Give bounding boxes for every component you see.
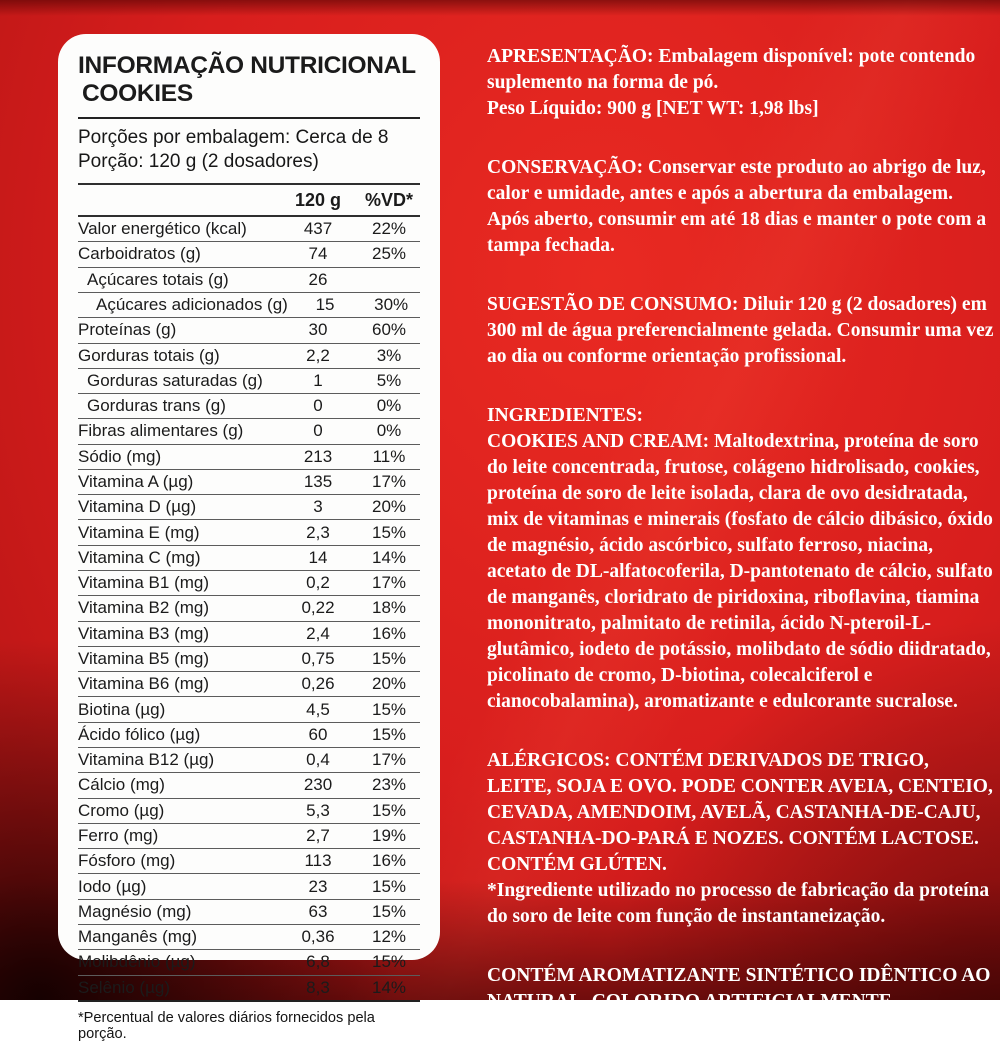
row-label: Vitamina B6 (mg) (78, 674, 210, 694)
table-row (78, 369, 420, 394)
table-row (78, 824, 420, 849)
row-dv: 5% (376, 370, 402, 390)
info-heading-text: CONSERVAÇÃO: (487, 157, 644, 178)
table-row (78, 622, 420, 647)
info-heading-text: APRESENTAÇÃO: (487, 46, 654, 67)
row-label: Vitamina B12 (µg) (78, 750, 215, 770)
row-dv: 0% (376, 396, 402, 416)
row-dv: 15% (371, 699, 407, 719)
row-dv: 25% (371, 244, 407, 264)
row-value: 23 (308, 876, 328, 896)
row-value: 0 (313, 396, 323, 416)
table-row (78, 647, 420, 672)
row-dv: 16% (371, 623, 407, 643)
table-row (78, 495, 420, 520)
table-row (78, 900, 420, 925)
info-heading-text: ALÉRGICOS: CONTÉM DERIVADOS DE TRIGO, LEITE, SOJA E OVO. PODE CONTER AVEIA, CENTEIO, CEVADA, AMENDOIM, AVELÃ, CASTANHA-DE-CAJU, CASTANHA-DO-PARÁ E NOZES. CONTÉM LACTOSE. CONTÉM GLÚTEN. (487, 750, 993, 875)
row-dv: 3% (376, 345, 402, 365)
table-row (78, 799, 420, 824)
info-heading-text: INGREDIENTES: (487, 405, 644, 426)
row-dv: 19% (371, 825, 407, 845)
row-dv: 15% (371, 724, 407, 744)
row-label: Vitamina D (µg) (78, 497, 197, 517)
row-dv: 12% (371, 927, 407, 947)
serving-size: Porção: 120 g (2 dosadores) (78, 150, 319, 172)
table-row (78, 571, 420, 596)
row-label: Cromo (µg) (78, 800, 165, 820)
row-label: Vitamina B1 (mg) (78, 573, 210, 593)
product-info-column (487, 44, 995, 1048)
row-value: 15 (315, 295, 335, 315)
row-value: 0 (313, 421, 323, 441)
row-label: Ácido fólico (µg) (78, 724, 201, 744)
info-section-aromatizante (487, 963, 995, 1015)
row-dv: 14% (371, 977, 407, 997)
row-dv: 20% (371, 674, 407, 694)
row-label: Sódio (mg) (78, 446, 162, 466)
info-body-text: Embalagem disponível: pote contendo suplemento na forma de pó. (487, 46, 976, 93)
table-row (78, 268, 420, 293)
row-label: Gorduras totais (g) (78, 345, 220, 365)
info-body-text: Conservar este produto ao abrigo de luz, calor e umidade, antes e após a abertura da embalagem. Após aberto, consumir em até 18 dias e manter o pote com a tampa fechada. (487, 157, 987, 256)
table-row (78, 672, 420, 697)
row-value: 2,3 (306, 522, 330, 542)
row-value: 26 (308, 269, 328, 289)
row-dv: 16% (371, 851, 407, 871)
row-dv: 15% (371, 800, 407, 820)
row-label: Vitamina B3 (mg) (78, 623, 210, 643)
row-value: 0,2 (306, 573, 330, 593)
row-value: 30 (308, 320, 328, 340)
table-row (78, 874, 420, 899)
table-row (78, 748, 420, 773)
row-dv: 17% (371, 750, 407, 770)
row-value: 2,7 (306, 825, 330, 845)
row-value: 230 (303, 775, 333, 795)
column-header-amount: 120 g (294, 190, 342, 211)
row-value: 4,5 (306, 699, 330, 719)
row-label: Gorduras saturadas (g) (87, 370, 263, 390)
serving-info (78, 126, 420, 174)
servings-per-package: Porções por embalagem: Cerca de 8 (78, 126, 389, 148)
row-dv: 15% (371, 901, 407, 921)
info-heading-text: Peso Líquido: 900 g [NET WT: 1,98 lbs] (487, 98, 819, 119)
table-row (78, 242, 420, 267)
row-label: Proteínas (g) (78, 320, 177, 340)
row-label: Vitamina C (mg) (78, 547, 201, 567)
row-dv: 60% (371, 320, 407, 340)
row-dv: 15% (371, 648, 407, 668)
info-section-alergicos (487, 748, 995, 930)
row-value: 0,22 (301, 598, 335, 618)
row-label: Cálcio (mg) (78, 775, 165, 795)
row-dv: 17% (371, 472, 407, 491)
info-heading-text: COOKIES AND CREAM: (487, 431, 710, 452)
table-row (78, 419, 420, 444)
row-dv: 15% (371, 522, 407, 542)
row-label: Valor energético (kcal) (78, 219, 247, 239)
info-section-sugestao-de-consumo (487, 292, 995, 370)
table-row (78, 697, 420, 722)
info-body-text: Diluir 120 g (2 dosadores) em 300 ml de água preferencialmente gelada. Consumir uma vez ao dia ou conforme orientação profissional. (487, 294, 994, 367)
row-dv: 15% (371, 952, 407, 972)
divider (78, 117, 420, 119)
row-label: Biotina (µg) (78, 699, 166, 719)
row-label: Iodo (µg) (78, 876, 147, 896)
row-label: Açúcares adicionados (g) (96, 295, 288, 315)
table-header (78, 185, 420, 215)
row-value: 2,4 (306, 623, 330, 643)
table-row (78, 925, 420, 950)
table-row (78, 520, 420, 545)
table-row (78, 723, 420, 748)
row-value: 60 (308, 724, 328, 744)
table-row (78, 849, 420, 874)
row-dv: 14% (371, 547, 407, 567)
row-dv: 20% (371, 497, 407, 517)
table-row (78, 950, 420, 975)
row-dv: 30% (374, 295, 409, 315)
table-row (78, 596, 420, 621)
table-row (78, 976, 420, 1000)
row-value: 6,8 (306, 952, 330, 972)
dv-footnote: *Percentual de valores diários fornecidos pela porção. (78, 1009, 375, 1042)
row-label: Manganês (mg) (78, 927, 198, 947)
info-heading-text: CONTÉM AROMATIZANTE SINTÉTICO IDÊNTICO AO NATURAL. COLORIDO ARTIFICIALMENTE. (487, 965, 991, 1012)
panel-title-line1: INFORMAÇÃO NUTRICIONAL (78, 52, 416, 79)
divider (78, 1000, 420, 1002)
row-label: Gorduras trans (g) (87, 396, 226, 416)
nutrition-facts-panel (58, 34, 440, 1042)
row-value: 3 (313, 497, 323, 517)
row-label: Vitamina A (µg) (78, 472, 194, 491)
row-dv: 22% (371, 219, 407, 239)
row-label: Magnésio (mg) (78, 901, 192, 921)
table-row (78, 470, 420, 495)
row-dv: 23% (371, 775, 407, 795)
column-header-dv: %VD* (364, 190, 413, 211)
row-value: 14 (308, 547, 328, 567)
row-label: Vitamina B5 (mg) (78, 648, 210, 668)
row-value: 2,2 (306, 345, 330, 365)
row-value: 213 (303, 446, 333, 466)
row-dv: 11% (372, 446, 406, 466)
row-value: 0,75 (301, 648, 335, 668)
row-value: 135 (303, 472, 333, 491)
info-body-text: Maltodextrina, proteína de soro do leite concentrada, frutose, colágeno hidrolisado, cookies, proteína de soro de leite isolada, clara de ovo desidratada, mix de vitaminas e minerais (fosfato de cálcio dibásico, óxido de magnésio, ácido ascórbico, sulfato ferroso, niacina, acetato de DL-alfatocoferila, D-pantotenato de cálcio, sulfato de manganês, cloridrato de piridoxina, riboflavina, tiamina mononitrato, palmitato de retinila, ácido N-pteroil-L-glutâmico, iodeto de potássio, molibdato de sódio diidratado, picolinato de cromo, D-biotina, colecalciferol e cianocobalamina), aromatizante e edulcorante sucralose. (487, 431, 993, 712)
row-value: 0,4 (306, 750, 330, 770)
row-dv: 17% (371, 573, 407, 593)
table-row (78, 546, 420, 571)
row-value: 63 (308, 901, 328, 921)
row-dv: 0% (376, 421, 402, 441)
row-label: Vitamina E (mg) (78, 522, 200, 542)
info-body-text: *Ingrediente utilizado no processo de fabricação da proteína do soro de leite com função de instantaneização. (487, 880, 990, 927)
row-value: 74 (308, 244, 328, 264)
row-value: 5,3 (306, 800, 330, 820)
row-label: Fósforo (mg) (78, 851, 176, 871)
row-label: Fibras alimentares (g) (78, 421, 244, 441)
panel-title (78, 52, 420, 108)
row-value: 0,26 (301, 674, 335, 694)
info-section-ingredientes (487, 403, 995, 715)
row-dv: 18% (371, 598, 407, 618)
row-label: Selênio (µg) (78, 977, 171, 997)
table-row (78, 445, 420, 470)
table-row (78, 293, 420, 318)
row-label: Molibdênio (µg) (78, 952, 196, 972)
table-row (78, 394, 420, 419)
table-row (78, 318, 420, 343)
row-label: Açúcares totais (g) (87, 269, 229, 289)
info-section-apresentacao (487, 44, 995, 122)
row-value: 437 (303, 219, 333, 239)
nutrition-rows (78, 217, 420, 1000)
table-row (78, 773, 420, 798)
row-value: 113 (304, 851, 332, 871)
row-label: Carboidratos (g) (78, 244, 201, 264)
info-section-conservacao (487, 155, 995, 259)
row-value: 8,3 (306, 977, 330, 997)
row-value: 1 (313, 370, 323, 390)
table-row (78, 344, 420, 369)
panel-title-line2: COOKIES (82, 79, 193, 107)
row-label: Ferro (mg) (78, 825, 159, 845)
row-value: 0,36 (301, 927, 335, 947)
info-heading-text: SUGESTÃO DE CONSUMO: (487, 294, 739, 315)
row-dv: 15% (371, 876, 407, 896)
row-label: Vitamina B2 (mg) (78, 598, 210, 618)
table-row (78, 217, 420, 242)
